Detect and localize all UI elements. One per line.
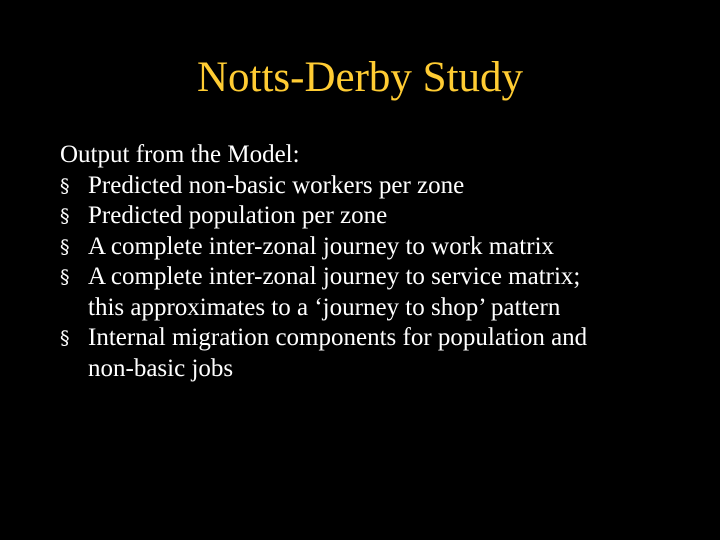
bullet-text: A complete inter-zonal journey to service matrix; [88, 263, 581, 290]
bullet-text-continuation: this approximates to a ‘journey to shop’ pattern [88, 293, 561, 321]
bullet-icon: § [60, 205, 70, 227]
bullet-icon: § [60, 235, 70, 258]
bullet-item [60, 323, 700, 384]
bullet-text: A complete inter-zonal journey to work matrix [88, 232, 555, 260]
slide-body [60, 140, 700, 384]
bullet-text: Predicted non-basic workers per zone [88, 171, 465, 199]
bullet-text: Internal migration components for population and [88, 324, 588, 351]
bullet-icon: § [60, 174, 70, 197]
bullet-text: Predicted population per zone [88, 202, 388, 229]
bullet-item [60, 262, 700, 323]
bullet-icon: § [60, 327, 70, 349]
bullet-item [60, 232, 700, 263]
slide-title: Notts-Derby Study [196, 54, 524, 101]
intro-text: Output from the Model: [60, 141, 300, 168]
bullet-list [60, 171, 700, 385]
bullet-item [60, 171, 700, 202]
bullet-text-continuation: non-basic jobs [88, 354, 234, 382]
bullet-icon: § [60, 266, 70, 288]
bullet-item [60, 201, 700, 232]
